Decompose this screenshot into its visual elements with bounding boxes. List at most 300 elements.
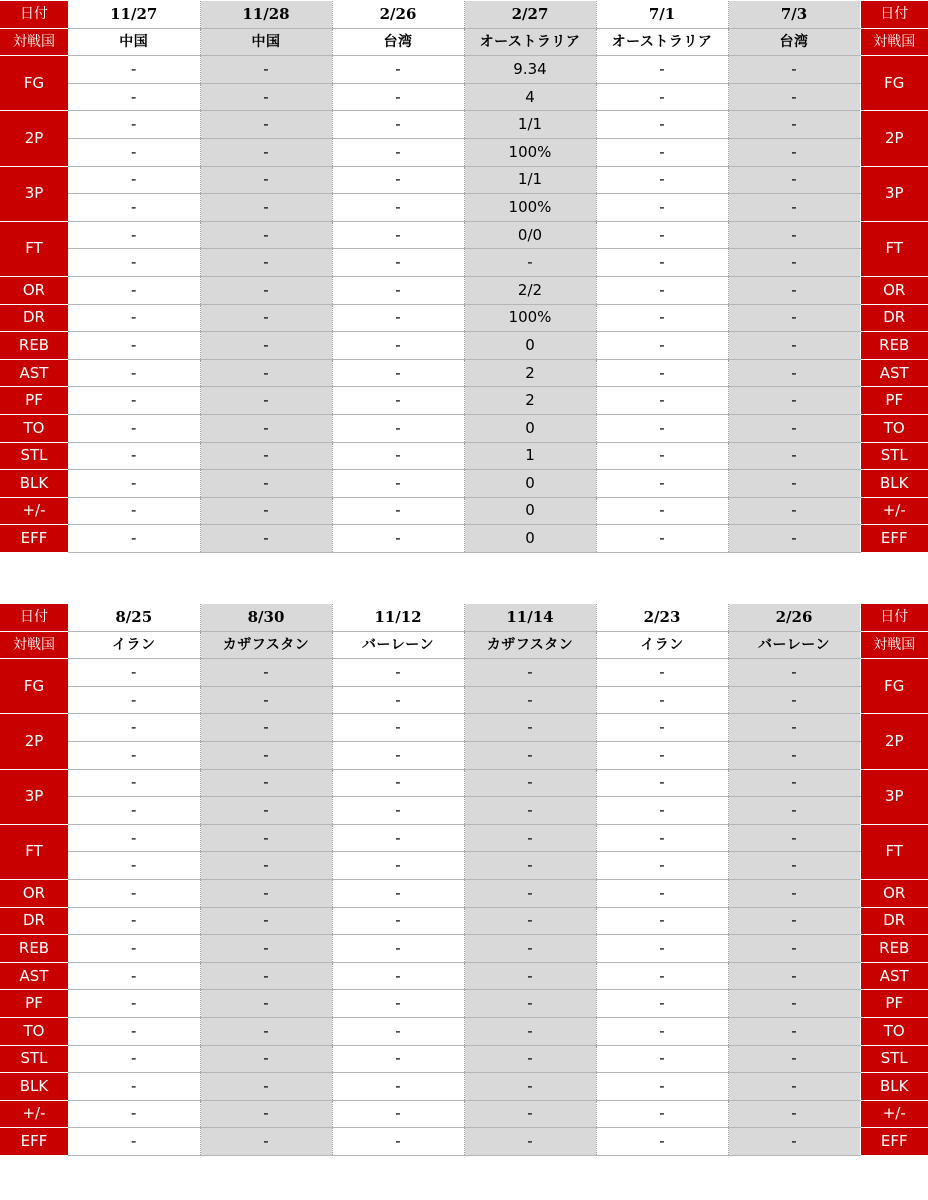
row-label-opponent: 対戦国 <box>0 631 68 659</box>
stat-value: - <box>68 332 200 360</box>
stat-value: - <box>728 824 860 852</box>
stat-value: - <box>68 138 200 166</box>
stat-label: 3P <box>860 166 928 221</box>
row-label-date: 日付 <box>0 1 68 28</box>
stat-value: 100% <box>464 138 596 166</box>
stat-value: - <box>596 56 728 84</box>
stat-value: - <box>464 1073 596 1101</box>
stat-value: - <box>728 83 860 111</box>
stat-value: - <box>464 824 596 852</box>
stat-value: - <box>464 741 596 769</box>
stat-label: AST <box>860 359 928 387</box>
stat-label: REB <box>0 332 68 360</box>
stat-value: - <box>68 990 200 1018</box>
stat-value: - <box>68 741 200 769</box>
stat-value: - <box>200 1045 332 1073</box>
stat-value: - <box>596 414 728 442</box>
stat-value: - <box>68 194 200 222</box>
game-date: 7/1 <box>596 1 728 28</box>
stat-value: - <box>332 525 464 553</box>
stat-label: FG <box>860 659 928 714</box>
stat-value: - <box>332 56 464 84</box>
stat-value: - <box>68 359 200 387</box>
stat-label: OR <box>0 879 68 907</box>
opponent-row <box>0 631 928 659</box>
game-date: 2/26 <box>728 604 860 631</box>
stat-label: +/- <box>0 497 68 525</box>
stat-label: +/- <box>860 1100 928 1128</box>
stat-label: AST <box>0 962 68 990</box>
stat-value: - <box>332 359 464 387</box>
stat-value: - <box>728 990 860 1018</box>
stat-value: - <box>200 497 332 525</box>
stat-value: - <box>200 935 332 963</box>
stat-value: - <box>464 686 596 714</box>
game-date: 2/26 <box>332 1 464 28</box>
stat-row <box>0 797 928 825</box>
stat-value: - <box>200 83 332 111</box>
stat-value: - <box>200 824 332 852</box>
stat-value: 0 <box>464 497 596 525</box>
stat-value: - <box>728 221 860 249</box>
stat-value: - <box>68 879 200 907</box>
stat-label: REB <box>860 332 928 360</box>
stat-label: FT <box>0 824 68 879</box>
stat-value: - <box>464 935 596 963</box>
stat-value: - <box>464 879 596 907</box>
stat-label: FG <box>860 56 928 111</box>
stat-row <box>0 166 928 194</box>
stat-value: - <box>728 442 860 470</box>
stat-value: - <box>68 387 200 415</box>
stat-value: - <box>332 332 464 360</box>
stat-value: - <box>200 359 332 387</box>
stat-value: - <box>596 659 728 687</box>
stat-value: 2/2 <box>464 276 596 304</box>
stat-value: - <box>596 83 728 111</box>
stat-value: - <box>728 276 860 304</box>
stat-value: - <box>332 714 464 742</box>
stat-value: - <box>332 907 464 935</box>
stat-value: - <box>728 741 860 769</box>
stat-label: REB <box>860 935 928 963</box>
stat-row <box>0 470 928 498</box>
stat-value: - <box>596 166 728 194</box>
stat-value: - <box>68 1100 200 1128</box>
stat-value: - <box>728 525 860 553</box>
game-date: 11/12 <box>332 604 464 631</box>
stat-value: - <box>728 1128 860 1156</box>
stat-value: - <box>596 221 728 249</box>
game-date: 11/27 <box>68 1 200 28</box>
stat-value: - <box>200 221 332 249</box>
game-opponent: 中国 <box>200 28 332 56</box>
stat-row <box>0 138 928 166</box>
stat-value: - <box>464 797 596 825</box>
row-label-date: 日付 <box>860 1 928 28</box>
stat-label: STL <box>860 442 928 470</box>
stat-label: DR <box>860 907 928 935</box>
stat-row <box>0 879 928 907</box>
stat-value: - <box>464 769 596 797</box>
stat-value: - <box>332 470 464 498</box>
stat-label: STL <box>860 1045 928 1073</box>
opponent-row <box>0 28 928 56</box>
stat-value: - <box>68 276 200 304</box>
stat-label: 3P <box>860 769 928 824</box>
stat-value: - <box>728 935 860 963</box>
stat-value: - <box>200 1100 332 1128</box>
stat-label: BLK <box>860 1073 928 1101</box>
stat-value: - <box>332 824 464 852</box>
stat-value: - <box>332 442 464 470</box>
stat-value: - <box>200 741 332 769</box>
stat-value: - <box>596 879 728 907</box>
stat-value: - <box>464 1017 596 1045</box>
row-label-opponent: 対戦国 <box>0 28 68 56</box>
stat-value: - <box>728 304 860 332</box>
game-opponent: 台湾 <box>332 28 464 56</box>
stat-value: - <box>596 769 728 797</box>
stat-value: - <box>728 1017 860 1045</box>
stat-value: - <box>728 1100 860 1128</box>
stat-value: 9.34 <box>464 56 596 84</box>
stat-label: STL <box>0 1045 68 1073</box>
stat-value: - <box>200 1073 332 1101</box>
stat-value: - <box>332 1100 464 1128</box>
stat-value: - <box>464 1045 596 1073</box>
stat-value: - <box>332 166 464 194</box>
stat-row <box>0 714 928 742</box>
stat-label: +/- <box>860 497 928 525</box>
stat-value: - <box>68 83 200 111</box>
stat-value: - <box>332 221 464 249</box>
stat-value: - <box>728 797 860 825</box>
stat-row <box>0 276 928 304</box>
stat-value: - <box>332 935 464 963</box>
stat-value: - <box>728 1073 860 1101</box>
stat-label: +/- <box>0 1100 68 1128</box>
game-opponent: イラン <box>596 631 728 659</box>
stat-value: - <box>728 166 860 194</box>
stat-value: - <box>728 1045 860 1073</box>
stat-value: - <box>200 1128 332 1156</box>
stat-value: - <box>596 1073 728 1101</box>
stat-label: 3P <box>0 769 68 824</box>
stat-label: TO <box>860 1017 928 1045</box>
stat-value: - <box>728 387 860 415</box>
stat-value: - <box>200 907 332 935</box>
stat-value: - <box>596 304 728 332</box>
stat-row <box>0 741 928 769</box>
stat-value: 100% <box>464 194 596 222</box>
stat-label: OR <box>860 879 928 907</box>
stat-value: - <box>200 769 332 797</box>
stat-label: EFF <box>860 525 928 553</box>
stat-value: - <box>332 138 464 166</box>
game-date: 2/23 <box>596 604 728 631</box>
stat-value: - <box>200 166 332 194</box>
game-date: 8/30 <box>200 604 332 631</box>
stat-value: - <box>200 111 332 139</box>
stat-value: - <box>68 497 200 525</box>
stat-value: - <box>68 907 200 935</box>
stat-value: - <box>332 1045 464 1073</box>
stat-value: - <box>68 1073 200 1101</box>
stat-label: EFF <box>860 1128 928 1156</box>
stat-value: - <box>464 1100 596 1128</box>
stat-value: - <box>332 659 464 687</box>
stat-value: - <box>68 304 200 332</box>
stat-value: - <box>332 83 464 111</box>
stat-row <box>0 359 928 387</box>
stat-value: - <box>728 111 860 139</box>
stat-value: - <box>464 907 596 935</box>
stat-value: - <box>728 359 860 387</box>
stat-value: - <box>200 990 332 1018</box>
stat-value: 2 <box>464 359 596 387</box>
stat-label: 2P <box>860 714 928 769</box>
stat-value: - <box>200 387 332 415</box>
stat-value: - <box>596 1017 728 1045</box>
stat-value: - <box>332 686 464 714</box>
stat-label: FT <box>0 221 68 276</box>
game-date: 11/14 <box>464 604 596 631</box>
stat-label: PF <box>0 387 68 415</box>
stat-label: STL <box>0 442 68 470</box>
stat-value: - <box>200 56 332 84</box>
stat-label: BLK <box>0 470 68 498</box>
stat-value: - <box>68 249 200 277</box>
stat-value: - <box>68 470 200 498</box>
stat-label: AST <box>0 359 68 387</box>
stat-row <box>0 56 928 84</box>
stat-value: - <box>68 824 200 852</box>
stat-value: 0 <box>464 525 596 553</box>
stat-value: - <box>200 962 332 990</box>
stat-row <box>0 824 928 852</box>
stat-value: - <box>596 686 728 714</box>
row-label-date: 日付 <box>860 604 928 631</box>
stat-label: TO <box>0 414 68 442</box>
stat-label: EFF <box>0 525 68 553</box>
stat-value: - <box>200 194 332 222</box>
stat-row <box>0 1017 928 1045</box>
stat-label: 2P <box>0 714 68 769</box>
stat-label: FG <box>0 659 68 714</box>
stat-value: 0 <box>464 332 596 360</box>
stat-value: 100% <box>464 304 596 332</box>
stat-value: - <box>68 769 200 797</box>
stat-row <box>0 990 928 1018</box>
stat-value: - <box>728 414 860 442</box>
stat-value: - <box>332 497 464 525</box>
stat-value: - <box>596 824 728 852</box>
stat-row <box>0 387 928 415</box>
stat-value: - <box>728 686 860 714</box>
stat-value: - <box>332 962 464 990</box>
stat-value: - <box>464 714 596 742</box>
stat-value: - <box>200 249 332 277</box>
stat-row <box>0 686 928 714</box>
game-opponent: 台湾 <box>728 28 860 56</box>
stat-value: - <box>332 111 464 139</box>
game-opponent: カザフスタン <box>200 631 332 659</box>
stat-value: - <box>68 1045 200 1073</box>
stat-value: - <box>596 387 728 415</box>
stat-value: 1 <box>464 442 596 470</box>
stat-value: - <box>200 714 332 742</box>
stat-label: PF <box>860 990 928 1018</box>
stat-label: FT <box>860 221 928 276</box>
stat-row <box>0 221 928 249</box>
stat-value: - <box>332 1073 464 1101</box>
row-label-date: 日付 <box>0 604 68 631</box>
stat-value: - <box>200 852 332 880</box>
stat-value: - <box>596 1100 728 1128</box>
stat-value: 0 <box>464 414 596 442</box>
stat-label: BLK <box>860 470 928 498</box>
stat-value: - <box>596 332 728 360</box>
stat-value: - <box>332 741 464 769</box>
stat-value: - <box>68 852 200 880</box>
stat-row <box>0 907 928 935</box>
date-row <box>0 1 928 28</box>
stats-table-1 <box>0 1 928 553</box>
stat-value: 1/1 <box>464 111 596 139</box>
stat-value: - <box>596 990 728 1018</box>
stat-value: - <box>68 166 200 194</box>
stat-label: EFF <box>0 1128 68 1156</box>
row-label-opponent: 対戦国 <box>860 28 928 56</box>
stat-value: - <box>200 332 332 360</box>
stat-value: - <box>332 387 464 415</box>
stat-row <box>0 442 928 470</box>
stat-row <box>0 769 928 797</box>
stat-value: - <box>728 249 860 277</box>
stat-value: - <box>200 686 332 714</box>
stat-label: TO <box>0 1017 68 1045</box>
stat-value: - <box>596 1045 728 1073</box>
stat-value: - <box>332 249 464 277</box>
stat-value: - <box>200 525 332 553</box>
stat-value: - <box>332 797 464 825</box>
game-opponent: カザフスタン <box>464 631 596 659</box>
stat-value: - <box>68 414 200 442</box>
stat-value: - <box>200 797 332 825</box>
stat-value: - <box>332 852 464 880</box>
stat-value: - <box>68 442 200 470</box>
stat-value: - <box>728 962 860 990</box>
stat-value: - <box>728 194 860 222</box>
stat-value: - <box>332 304 464 332</box>
stat-value: - <box>68 1128 200 1156</box>
stat-row <box>0 935 928 963</box>
stat-label: OR <box>860 276 928 304</box>
stat-value: - <box>332 990 464 1018</box>
stat-row <box>0 1128 928 1156</box>
stat-label: TO <box>860 414 928 442</box>
game-date: 2/27 <box>464 1 596 28</box>
stat-row <box>0 414 928 442</box>
stat-value: - <box>728 852 860 880</box>
stats-table-2 <box>0 604 928 1156</box>
stat-label: FG <box>0 56 68 111</box>
game-opponent: オーストラリア <box>596 28 728 56</box>
stat-value: - <box>728 332 860 360</box>
stat-value: - <box>596 907 728 935</box>
stat-value: - <box>596 935 728 963</box>
stat-value: 0 <box>464 470 596 498</box>
game-opponent: オーストラリア <box>464 28 596 56</box>
stat-value: - <box>596 194 728 222</box>
stat-row <box>0 332 928 360</box>
stat-value: - <box>596 741 728 769</box>
stat-value: - <box>332 194 464 222</box>
stat-label: FT <box>860 824 928 879</box>
game-opponent: 中国 <box>68 28 200 56</box>
stat-value: - <box>464 962 596 990</box>
stat-value: - <box>596 249 728 277</box>
stat-value: - <box>728 56 860 84</box>
stat-row <box>0 1100 928 1128</box>
stat-value: - <box>68 1017 200 1045</box>
game-opponent: バーレーン <box>332 631 464 659</box>
stat-value: - <box>464 852 596 880</box>
stat-label: 2P <box>860 111 928 166</box>
stat-value: - <box>332 1017 464 1045</box>
stat-value: - <box>596 497 728 525</box>
stat-value: - <box>332 276 464 304</box>
stat-label: AST <box>860 962 928 990</box>
stat-value: - <box>200 276 332 304</box>
stat-value: - <box>728 497 860 525</box>
game-date: 8/25 <box>68 604 200 631</box>
stat-label: 2P <box>0 111 68 166</box>
stat-value: - <box>596 138 728 166</box>
stat-value: - <box>68 797 200 825</box>
stat-value: - <box>728 769 860 797</box>
stat-value: 1/1 <box>464 166 596 194</box>
stat-label: DR <box>860 304 928 332</box>
stat-row <box>0 525 928 553</box>
stat-value: - <box>200 414 332 442</box>
stat-value: - <box>332 769 464 797</box>
stat-row <box>0 1073 928 1101</box>
stat-value: 0/0 <box>464 221 596 249</box>
game-opponent: イラン <box>68 631 200 659</box>
stat-row <box>0 194 928 222</box>
stat-value: - <box>596 714 728 742</box>
stat-row <box>0 497 928 525</box>
stat-value: - <box>200 659 332 687</box>
stat-value: 4 <box>464 83 596 111</box>
stat-value: - <box>68 221 200 249</box>
stat-row <box>0 852 928 880</box>
stat-value: - <box>464 1128 596 1156</box>
stat-value: - <box>728 470 860 498</box>
stat-value: - <box>464 990 596 1018</box>
stat-value: - <box>596 276 728 304</box>
stat-value: - <box>596 359 728 387</box>
stat-value: - <box>200 470 332 498</box>
stat-value: - <box>464 659 596 687</box>
stat-value: - <box>68 56 200 84</box>
stat-value: - <box>596 1128 728 1156</box>
stat-value: - <box>68 714 200 742</box>
stat-label: DR <box>0 907 68 935</box>
stat-value: - <box>728 879 860 907</box>
